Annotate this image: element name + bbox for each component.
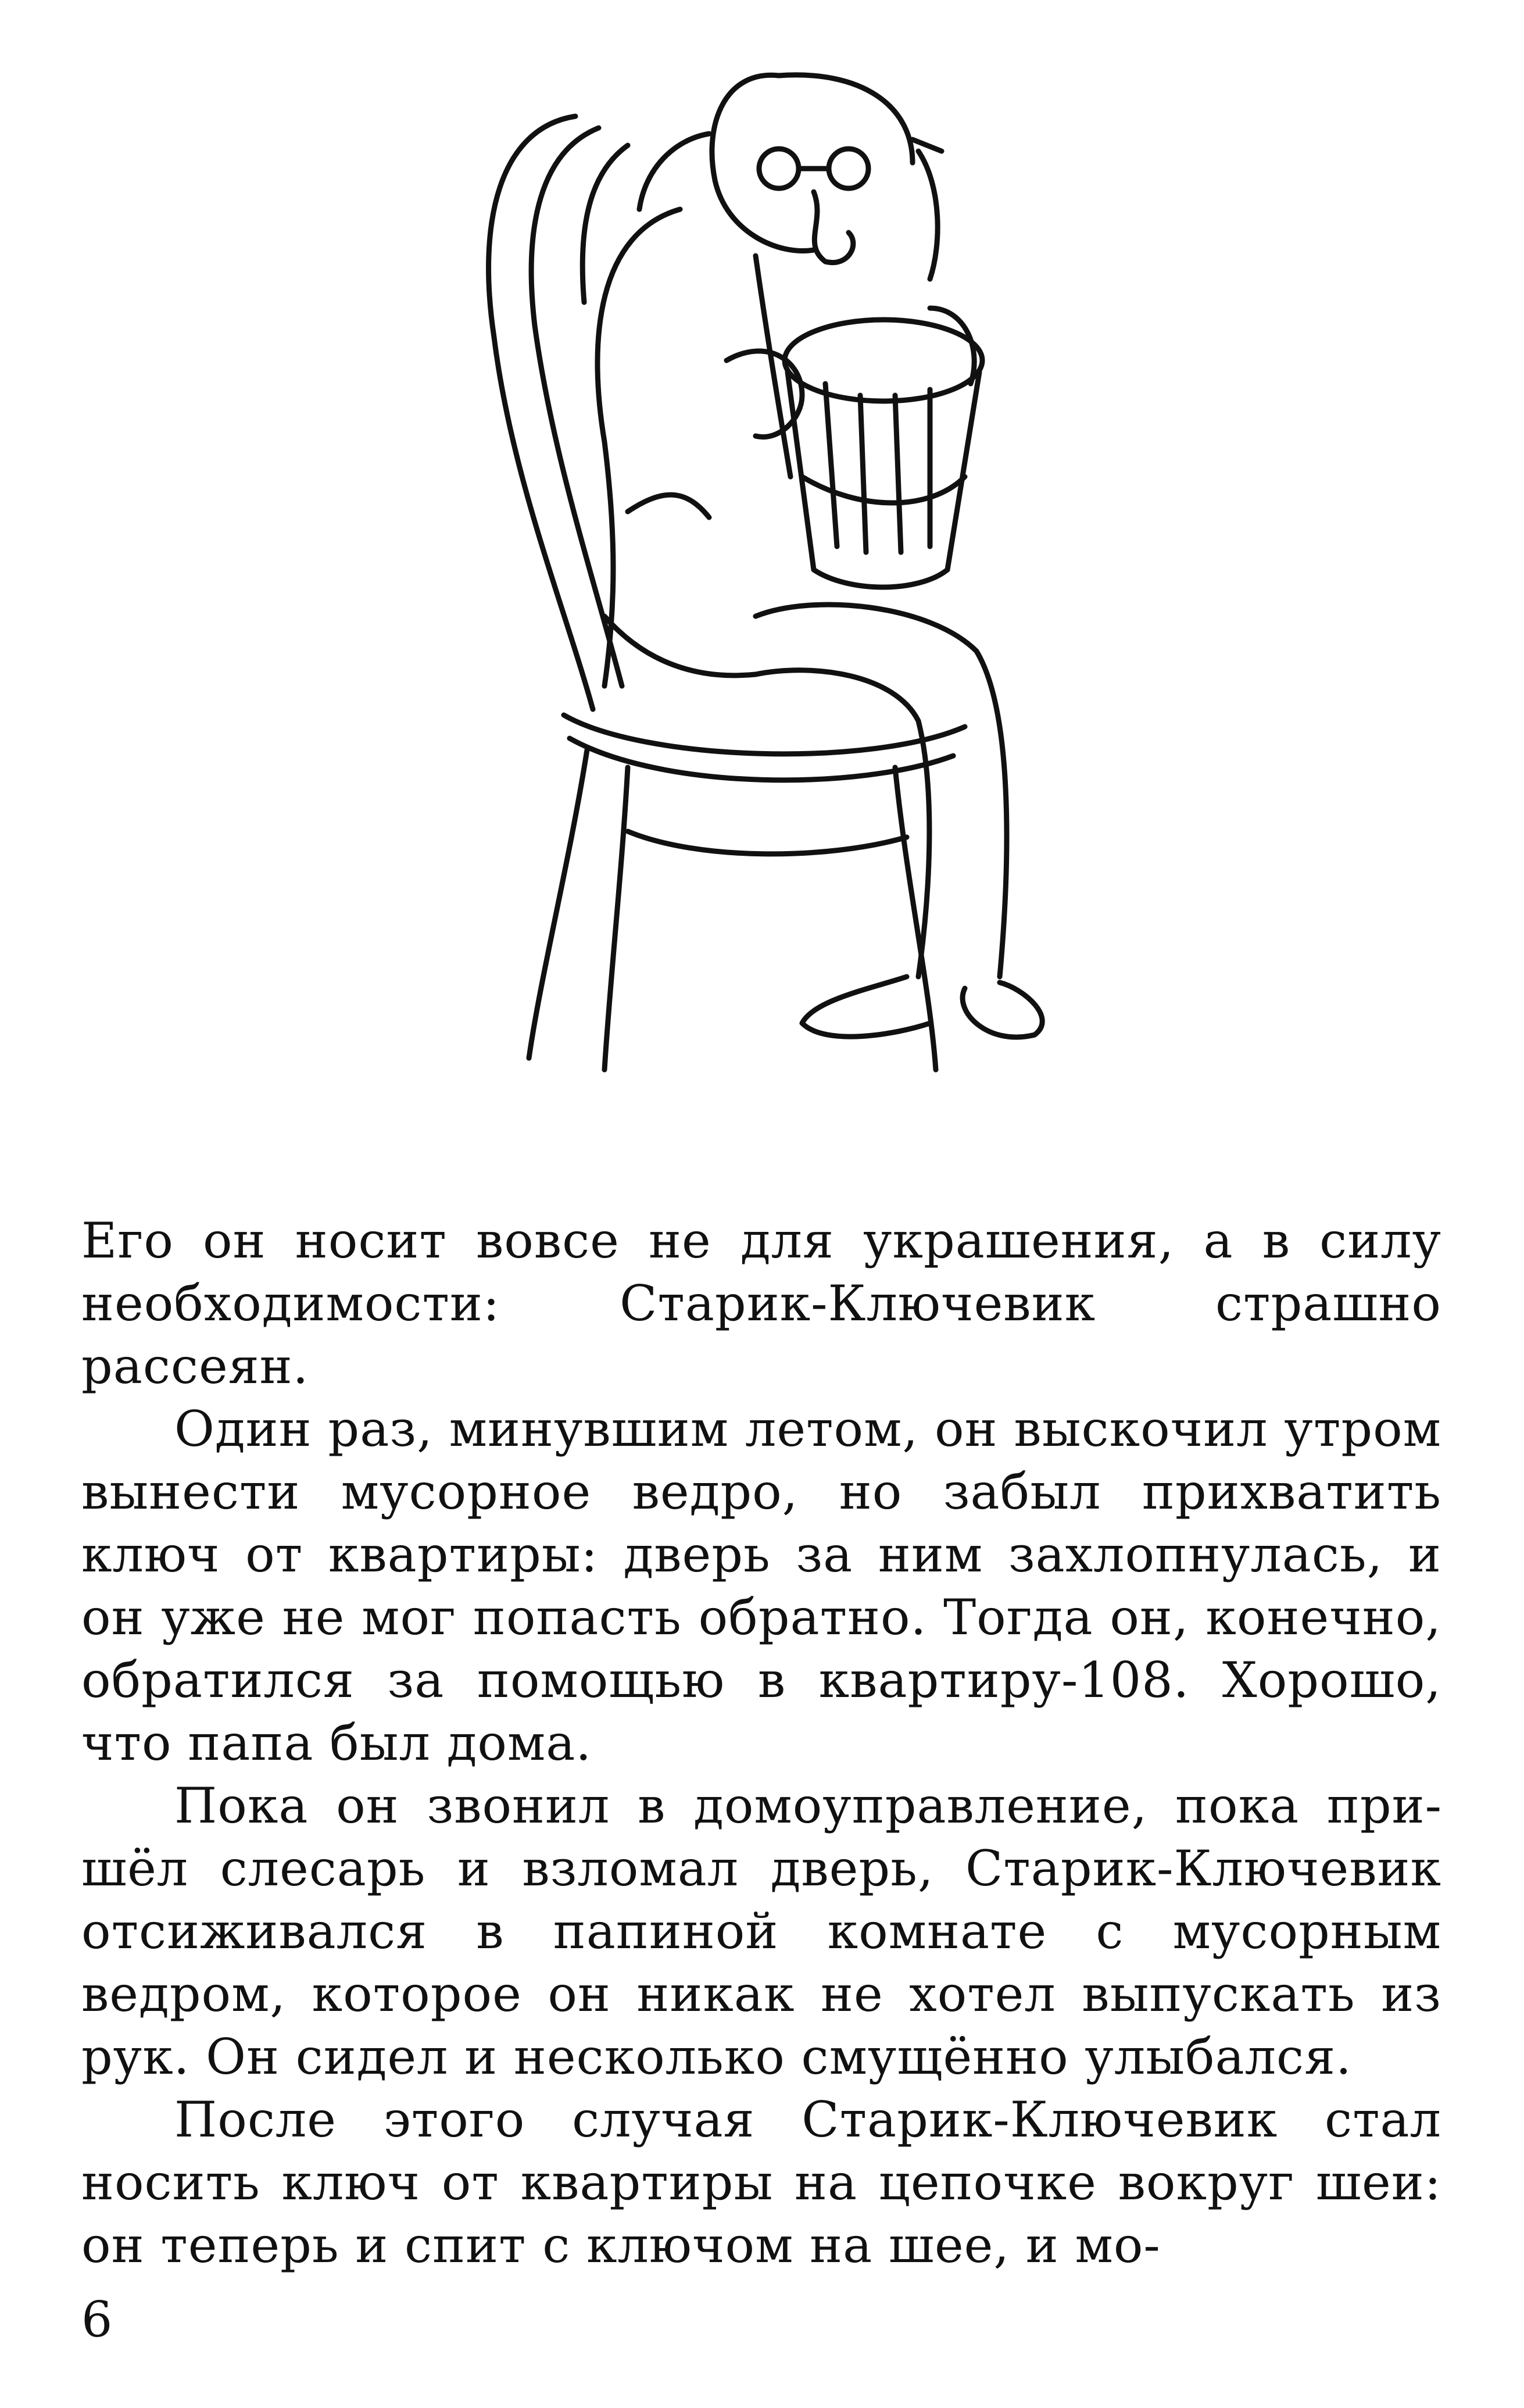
paragraph-4: После этого случая Старик-Ключевик стал носить ключ от квартиры на цепочке вокруг шеи: он теперь и спит с ключом на шее, и мо- <box>81 2091 1441 2274</box>
body-text <box>81 1209 1441 2277</box>
paragraph-3: Пока он звонил в домоуправление, пока пришёл слесарь и взломал дверь, Старик-Ключевик отсиживался в папиной комнате с мусорным ведром, которое он никак не хотел выпускать из рук. Он сидел и несколько смущённо улыбался. <box>81 1777 1441 2085</box>
page-number: 6 <box>81 2291 113 2348</box>
paragraph-1: Его он носит вовсе не для украшения, а в силу необходимости: Старик-Ключевик страшно рассеян. <box>81 1212 1441 1395</box>
illustration-old-man-with-bucket <box>453 35 1104 1116</box>
paragraph-2: Один раз, минувшим летом, он выскочил утром вынести мусорное ведро, но забыл прихватить ключ от квартиры: дверь за ним захлопнулась, и он уже не мог попасть обратно. Тогда он, конечно, обратился за помощью в квартиру-108. Хорошо, что папа был дома. <box>81 1401 1441 1771</box>
